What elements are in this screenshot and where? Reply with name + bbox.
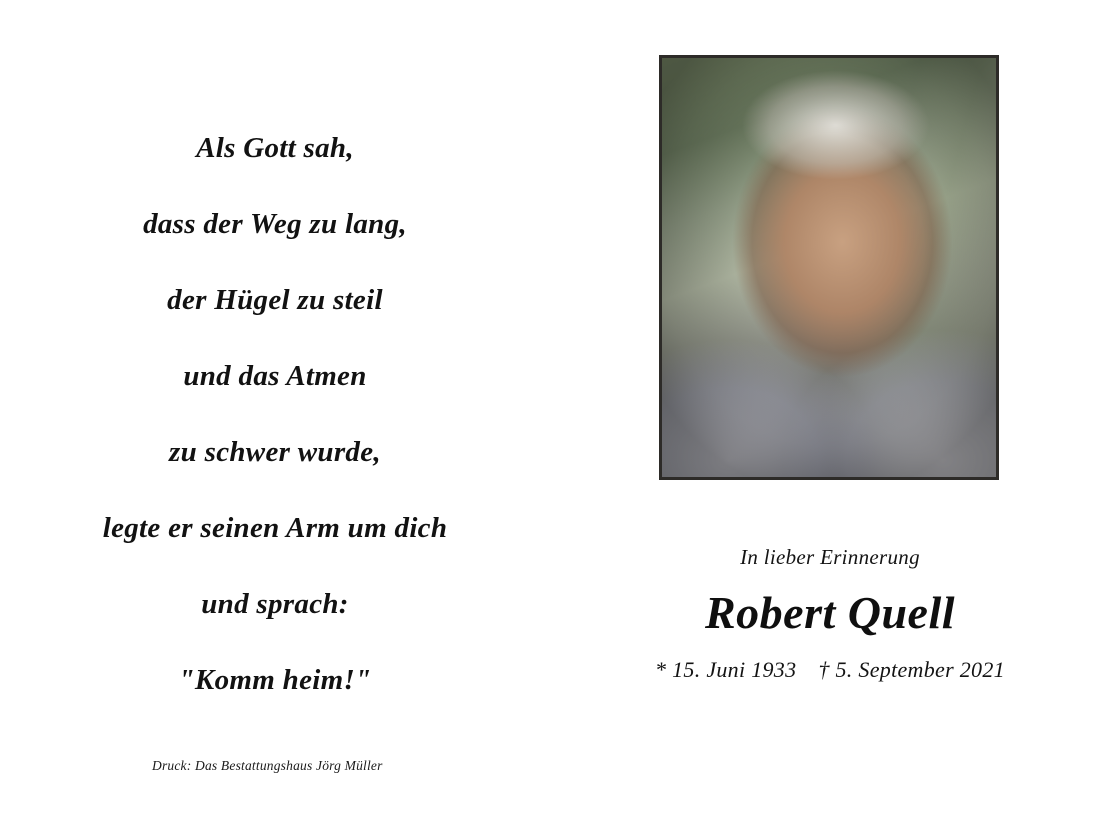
poem-line: legte er seinen Arm um dich	[102, 512, 448, 544]
birth-date: * 15. Juni 1933	[655, 657, 797, 682]
portrait-frame	[659, 55, 999, 480]
memorial-block	[600, 545, 1060, 683]
print-credit: Druck: Das Bestattungshaus Jörg Müller	[152, 758, 383, 773]
portrait-vignette	[662, 58, 996, 477]
poem-line: "Komm heim!"	[178, 664, 372, 696]
poem-line: und sprach:	[201, 588, 349, 620]
memorial-dates	[600, 657, 1060, 683]
poem-block	[0, 110, 550, 718]
death-date: † 5. September 2021	[818, 657, 1005, 682]
memorial-name: Robert Quell	[704, 587, 956, 638]
memorial-intro: In lieber Erinnerung	[740, 545, 920, 569]
poem-line: der Hügel zu steil	[167, 284, 383, 316]
poem-line: Als Gott sah,	[196, 132, 354, 164]
poem-line: dass der Weg zu lang,	[143, 208, 407, 240]
poem-line: und das Atmen	[183, 360, 367, 392]
poem-line: zu schwer wurde,	[169, 436, 381, 468]
